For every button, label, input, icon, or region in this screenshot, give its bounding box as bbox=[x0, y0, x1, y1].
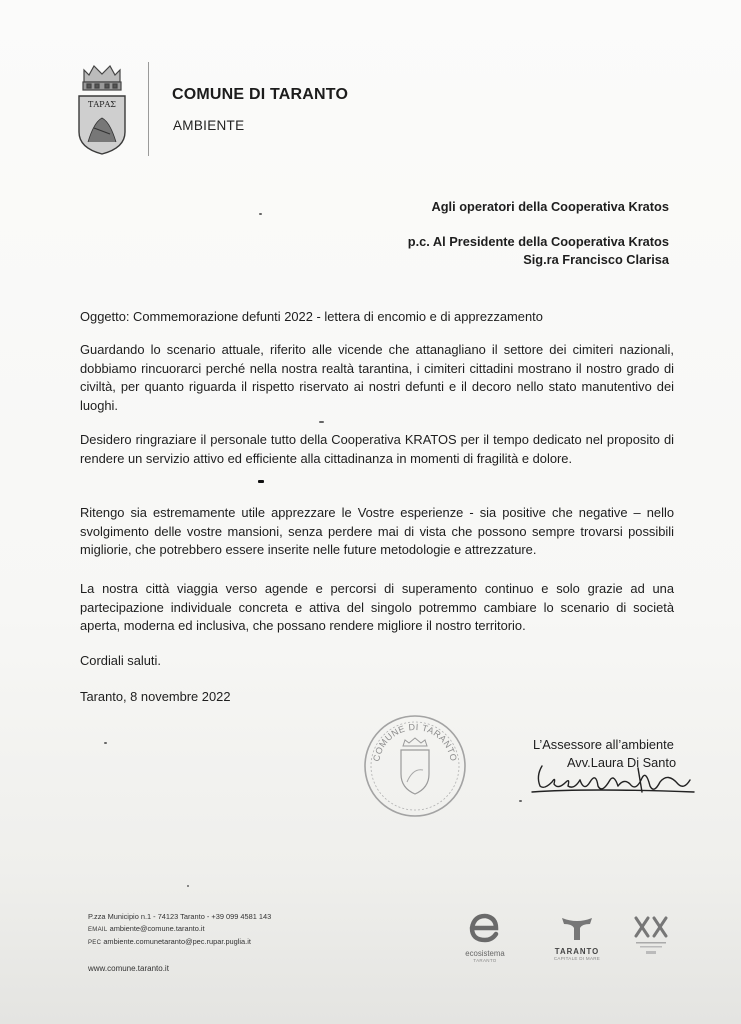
city-crest-icon bbox=[74, 62, 130, 156]
scan-speck bbox=[258, 480, 264, 483]
taranto-caption: TARANTO bbox=[554, 947, 600, 956]
svg-text:ΤΑΡΑΣ: ΤΑΡΑΣ bbox=[88, 100, 116, 109]
paragraph-1: Guardando lo scenario attuale, riferito alle vicende che attanagliano il settore dei cimiteri nazionali, dobbiamo rincuorarci perché nella nostra realtà tarantina, i cimiteri cittadini mostrano il nostro grado di civiltà, per quanto riguarda il rispetto riservato ai nostri defunti e il decoro nello stato manutentivo dei luoghi. bbox=[80, 342, 674, 413]
footer-contacts bbox=[88, 911, 271, 950]
footer-website[interactable]: www.comune.taranto.it bbox=[88, 964, 169, 973]
paragraph-2: Desidero ringraziare il personale tutto della Cooperativa KRATOS per il tempo dedicato nel proposito di rendere un servizio attivo ed efficiente alla cittadinanza in momenti di fragilità e dolore. bbox=[80, 432, 674, 466]
footer-pec[interactable]: ambiente.comunetaranto@pec.rupar.puglia.it bbox=[103, 937, 251, 947]
ecosistema-e-icon bbox=[452, 912, 518, 944]
svg-text:COMUNE DI TARANTO: COMUNE DI TARANTO bbox=[371, 721, 459, 763]
paragraph-3: Ritengo sia estremamente utile apprezzare le Vostre esperienze - sia positive che negative – nello svolgimento delle vostre mansioni, senza perdere mai di vista che possono sempre trovarsi possibili migliorie, che potrebbero essere inserite nelle future metodologie e attrezzature. bbox=[80, 505, 674, 558]
scan-speck bbox=[519, 800, 522, 802]
footer-email[interactable]: ambiente@comune.taranto.it bbox=[109, 923, 205, 933]
closing-salutation: Cordiali saluti. bbox=[80, 653, 161, 668]
ecosistema-logo bbox=[452, 912, 518, 963]
scan-speck bbox=[259, 213, 262, 215]
xx-logo bbox=[628, 912, 674, 963]
footer-pec-label: PEC bbox=[88, 940, 102, 947]
official-stamp bbox=[361, 712, 469, 820]
subject-line: Oggetto: Commemorazione defunti 2022 - lettera di encomio e di apprezzamento bbox=[80, 309, 543, 324]
ecosistema-sub: TARANTO bbox=[473, 958, 497, 963]
handwritten-signature bbox=[518, 756, 698, 808]
taranto-logo bbox=[542, 912, 612, 961]
footer-pec-row bbox=[88, 936, 271, 950]
department-name: AMBIENTE bbox=[173, 118, 245, 133]
taranto-t-icon bbox=[542, 912, 612, 942]
scan-speck bbox=[187, 885, 189, 887]
taranto-sub: CAPITALE DI MARE bbox=[553, 956, 601, 961]
place-date: Taranto, 8 novembre 2022 bbox=[80, 689, 231, 704]
ecosistema-caption: ecosistema bbox=[465, 949, 505, 958]
signatory-name: Avv.Laura Di Santo bbox=[567, 755, 677, 770]
scan-speck bbox=[104, 742, 107, 744]
header-divider bbox=[148, 62, 149, 156]
addressee-line-3: Sig.ra Francisco Clarisa bbox=[523, 252, 669, 267]
addressee-line-1: Agli operatori della Cooperativa Kratos bbox=[431, 199, 669, 214]
xx-emblem-icon bbox=[628, 912, 674, 958]
signatory-role: L’Assessore all’ambiente bbox=[533, 737, 674, 752]
footer-email-row bbox=[88, 923, 271, 937]
scan-speck bbox=[319, 421, 324, 423]
org-name: COMUNE DI TARANTO bbox=[172, 86, 349, 103]
addressee-line-2: p.c. Al Presidente della Cooperativa Kratos bbox=[407, 234, 669, 249]
footer-email-label: EMAIL bbox=[88, 926, 108, 933]
footer-address: P.zza Municipio n.1 - 74123 Taranto - +39 099 4581 143 bbox=[88, 912, 272, 921]
paragraph-4: La nostra città viaggia verso agende e percorsi di superamento continuo e solo grazie ad una partecipazione individuale concreta e attiva del singolo potremmo cambiare lo scenario di società aperta, moderna ed inclusiva, che possano rendere migliore il nostro territorio. bbox=[80, 581, 674, 634]
